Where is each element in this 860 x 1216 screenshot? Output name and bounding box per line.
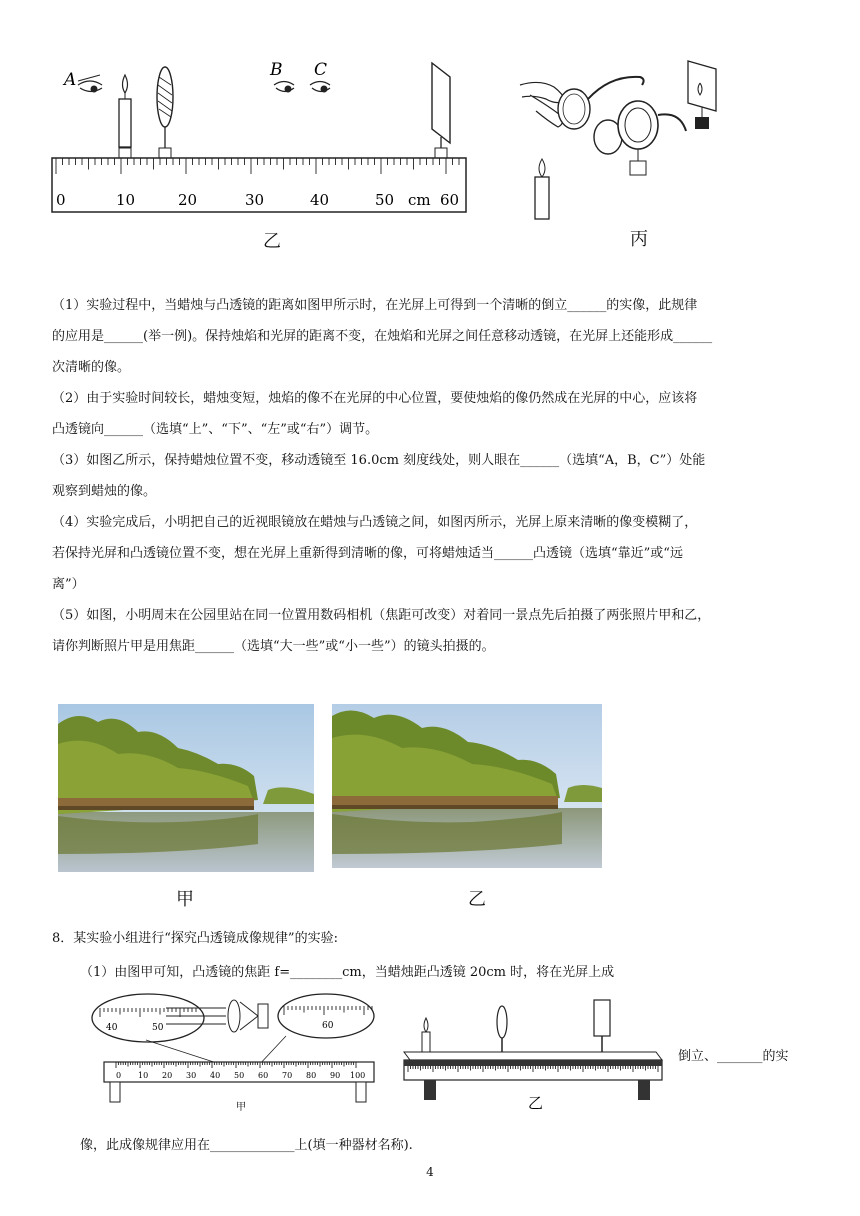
q3-line2: 观察到蜡烛的像。: [52, 484, 157, 499]
ruler-tick-label: 30: [245, 191, 265, 209]
photo-caption-jia: 甲: [176, 889, 194, 910]
fig8-caption-jia: 甲: [236, 1102, 246, 1113]
photo-jia: [58, 704, 314, 872]
q2-line1: （2）由于实验时间较长，蜡烛变短，烛焰的像不在光屏的中心位置，要使烛焰的像仍然成在光屏的中心，应该将: [52, 391, 698, 406]
photo-yi: [332, 704, 602, 868]
ruler-tick-label: 20: [178, 191, 198, 209]
q5-line2: 请你判断照片甲是用焦距______（选填“大一些”或“小一些”）的镜头拍摄的。: [52, 639, 495, 654]
bench-tick-label: 90: [330, 1071, 341, 1080]
myopia-glasses-figure: [510, 55, 750, 225]
mag-left-label: 50: [152, 1023, 164, 1033]
optical-bench-figure-8: [398, 996, 668, 1114]
light-screen-icon: [432, 63, 450, 158]
q3-line1: （3）如图乙所示，保持蜡烛位置不变，移动透镜至 16.0cm 刻度线处，则人眼在______（选填“A，B，C”）处能: [52, 453, 706, 468]
figure-caption-yi: 乙: [263, 231, 281, 252]
q1-line1: （1）实验过程中，当蜡烛与凸透镜的距离如图甲所示时，在光屏上可得到一个清晰的倒立______的实像，此规律: [52, 298, 698, 313]
eye-label-b: B: [270, 60, 283, 80]
convex-lens-icon: [157, 67, 173, 158]
ruler-tick-label: 40: [310, 191, 330, 209]
figure-caption-bing: 丙: [630, 229, 648, 250]
bench-tick-label: 70: [282, 1071, 293, 1080]
focal-length-figure: [86, 990, 382, 1114]
q8-line3: 像，此成像规律应用在_____________上(填一种器材名称).: [80, 1138, 413, 1153]
eye-label-a: A: [64, 70, 77, 90]
bench-tick-label: 40: [210, 1071, 221, 1080]
bench-tick-label: 0: [116, 1071, 122, 1080]
ruler-tick-label: 10: [116, 191, 136, 209]
ruler-tick-label: 60: [440, 191, 460, 209]
bench-tick-label: 80: [306, 1071, 317, 1080]
q1-line2: 的应用是______(举一例)。保持烛焰和光屏的距离不变，在烛焰和光屏之间任意移动透镜，在光屏上还能形成______: [52, 329, 713, 344]
mag-left-label: 40: [106, 1023, 118, 1033]
eye-label-c: C: [314, 60, 328, 80]
bench-tick-label: 50: [234, 1071, 245, 1080]
eye-b-icon: [269, 60, 294, 93]
ruler-tick-label: 0: [56, 191, 66, 209]
mag-right-label: 60: [322, 1021, 334, 1031]
bench-tick-label: 20: [162, 1071, 173, 1080]
q4-line1: （4）实验完成后，小明把自己的近视眼镜放在蜡烛与凸透镜之间，如图丙所示，光屏上原来清晰的像变模糊了，: [52, 515, 698, 530]
q4-line3: 离”）: [52, 577, 85, 592]
q4-line2: 若保持光屏和凸透镜位置不变，想在光屏上重新得到清晰的像，可将蜡烛适当______凸透镜（选填“靠近”或“远: [52, 546, 683, 561]
eye-c-icon: [310, 60, 330, 93]
bench-tick-label: 60: [258, 1071, 269, 1080]
eye-a-icon: [62, 70, 102, 93]
page-number: 4: [426, 1165, 434, 1179]
candle-icon: [119, 75, 131, 158]
ruler-tick-label: 50: [375, 191, 395, 209]
ruler: [52, 158, 466, 212]
q8-title: 8．某实验小组进行“探究凸透镜成像规律”的实验:: [52, 931, 338, 946]
q8-line-right: 倒立、_______的实: [678, 1049, 789, 1064]
ruler-unit: cm: [408, 191, 431, 209]
bench-tick-label: 10: [138, 1071, 149, 1080]
bench-tick-label: 30: [186, 1071, 197, 1080]
photo-caption-yi: 乙: [468, 889, 486, 910]
fig8-caption-yi: 乙: [528, 1094, 544, 1112]
question-block: [52, 290, 812, 662]
bench-tick-label: 100: [350, 1071, 366, 1080]
q5-line1: （5）如图，小明周末在公园里站在同一位置用数码相机（焦距可改变）对着同一景点先后拍摄了两张照片甲和乙，: [52, 608, 711, 623]
q2-line2: 凸透镜向______（选填“上”、“下”、“左”或“右”）调节。: [52, 422, 379, 437]
q8-line1: （1）由图甲可知，凸透镜的焦距 f=________cm，当蜡烛距凸透镜 20cm 时，将在光屏上成: [80, 965, 615, 980]
q1-line3: 次清晰的像。: [52, 360, 131, 375]
